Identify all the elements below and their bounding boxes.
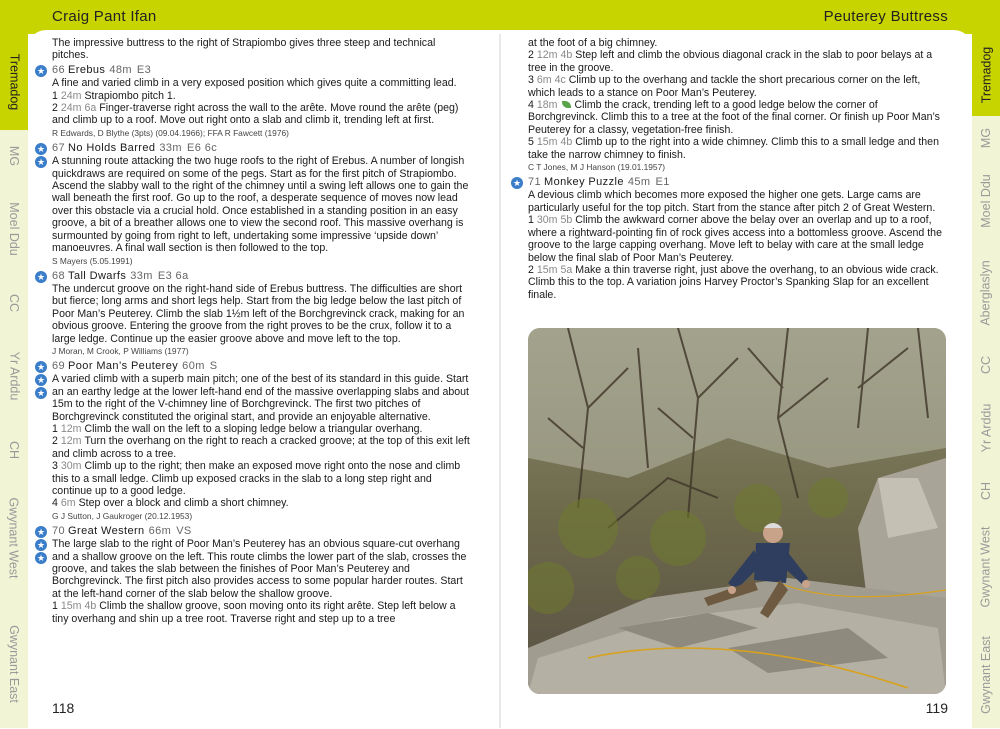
first-ascent: R Edwards, D Blythe (3pts) (09.04.1966); FFA R Fawcett (1976) (52, 127, 289, 138)
route-heading (528, 176, 946, 188)
pitch-text: Climb up to the right; then make an exposed move right onto the nose and climb this to a small ledge. Climb up exposed cracks in the slab to a long step right and continue up to a good ledge. (52, 460, 461, 497)
book-spine (499, 34, 501, 728)
first-ascent: C T Jones, M J Hanson (19.01.1957) (528, 162, 666, 173)
pitch (52, 423, 472, 435)
area-tab-label: Gwynant West (979, 526, 993, 608)
pitch-text: Climb the crack, trending left to a good ledge below the corner of Borchgrevinck. Climb this to a tree at the foot of the final corner. Or finish up Poor Man’s Peuterey for a classy, vegetation-free finish. (528, 99, 940, 136)
area-tab-label: Aberglaslyn (979, 259, 994, 326)
star-rating (35, 271, 48, 284)
star-icon: ★ (36, 552, 46, 563)
route-name: No Holds Barred (68, 141, 156, 154)
area-tab[interactable] (972, 343, 1000, 387)
area-tab-label: CC (7, 293, 21, 312)
area-tab[interactable] (972, 513, 1000, 621)
route-heading (52, 525, 472, 537)
pitch-grade: 4b (560, 136, 573, 149)
area-tab-label: CH (979, 481, 993, 501)
area-tab-label: Yr Arddu (979, 403, 994, 453)
star-icon: ★ (36, 156, 46, 167)
route-name: Poor Man’s Peuterey (68, 359, 179, 372)
pitch-length: 18m (536, 99, 558, 112)
pitch-length: 6m (60, 497, 76, 510)
area-tab[interactable] (972, 160, 1000, 242)
route-heading (52, 360, 472, 372)
pitch-grade: 5b (560, 214, 573, 227)
area-tab-label: Tremadog (7, 53, 22, 111)
route-grade: E3 (136, 63, 152, 76)
pitch-grade: 4b (560, 49, 573, 62)
route-description: A fine and varied climb in a very exposed position which gives quite a committing lead. (52, 77, 457, 90)
area-tab-label: CH (7, 440, 21, 459)
pitch (52, 497, 472, 509)
route-number: 70 (52, 524, 66, 537)
pitch-length: 12m (536, 49, 558, 62)
area-tab-label: Gwynant East (979, 636, 994, 714)
pitch-length: 30m (536, 214, 558, 227)
pitch-grade: 4b (84, 600, 97, 613)
area-tab-label: Yr Arddu (7, 351, 22, 401)
left-running-title: Craig Pant Ifan (52, 8, 157, 25)
route-entry (36, 63, 472, 139)
area-tab-label: MG (978, 127, 993, 149)
route-heading (52, 64, 472, 76)
area-tab-label: MG (6, 145, 21, 166)
pitch-text: Turn the overhang on the right to reach a cracked groove; at the top of this exit left and climb across to a tree. (52, 435, 470, 460)
star-icon: ★ (36, 539, 46, 550)
pitch-text: Step left and climb the obvious diagonal crack in the slab to poor belays at a tree in the groove. (528, 49, 933, 74)
pitch (52, 90, 472, 102)
area-tab-label: CC (979, 355, 993, 375)
area-tab-label: Moel Ddu (979, 174, 993, 228)
route-entry (36, 269, 472, 357)
climber-photo (528, 328, 946, 694)
route-entry (36, 141, 472, 267)
pitch-text: Climb the shallow groove, soon moving onto its right arête. Step left below a tiny overhang and shin up a tree root. Traverse right and step up to a tree (52, 600, 456, 625)
star-icon: ★ (512, 178, 522, 189)
pitch (52, 102, 472, 127)
area-tab[interactable] (0, 277, 28, 328)
route-continuation: at the foot of a big chimney. (528, 37, 658, 49)
route-grade: E1 (655, 176, 670, 189)
route-description: The undercut groove on the right-hand side of Erebus buttress. The difficulties are short but fierce; long arms and short legs help. Start from the big ledge below the last pitch of Poor Man’s Peuterey. Climb the slab 1½m left of the Borchgrevinck crack, making for an obvious groove. Entering the groove from the right proves to be the crux, follow it to a large ledge. Continue up the easier groove above and move left to the top. (52, 282, 465, 345)
pitch-text: Make a thin traverse right, just above the overhang, to an obvious wide crack. Climb this to the top. A variation joins Harvey Proctor’s Spanking Slap for an excellent finale. (528, 263, 939, 301)
route-name: Tall Dwarfs (68, 269, 127, 282)
route-number: 67 (52, 141, 66, 154)
pitch-text: Finger-traverse right across the wall to the arête. Move round the arête (peg) and climb up to a roof. Move out right onto a slab and climb it, trending left at first. (52, 102, 459, 127)
route-length: 33m (130, 269, 153, 282)
route-name: Erebus (68, 63, 106, 76)
route-number: 68 (52, 269, 66, 282)
pitch (528, 74, 946, 99)
area-tab-label: Moel Ddu (7, 202, 21, 256)
pitch (52, 600, 472, 625)
star-rating (35, 65, 48, 78)
pitch-number: 2 (528, 49, 534, 62)
pitch-length: 15m (60, 600, 82, 613)
pitch-number: 5 (528, 136, 534, 149)
route-description: A stunning route attacking the two huge roofs to the right of Erebus. A number of longish quickdraws are required on some of the pegs. Start as for the first pitch of Strapiombo. Ascend the slabby wall to the right of the chimney until a swing left allows one to gain the wall beneath the first roof. Go up to the roof, a desperate sequence of moves now lead over this obstacle via a crucial hold. Once established in a standing position in an easy groove, a bit of a breather allows one to view the second roof. This massive overhang is surmounted by going from right to left, undertaking some impressive ‘upside down’ manoeuvres. A final wall section is then followed to the top. (52, 155, 469, 255)
pitch-text: Climb up to the right into a wide chimney. Climb this to a small ledge and then take the narrow chimney to finish. (528, 136, 939, 161)
leaf-icon (562, 101, 571, 108)
pitch (528, 214, 946, 264)
pitch-length: 24m (60, 89, 82, 102)
pitch-number: 1 (528, 214, 534, 227)
route-grade: VS (176, 524, 192, 537)
running-header (0, 0, 1000, 34)
pitch (52, 435, 472, 460)
pitch (52, 460, 472, 497)
route-grade: E6 6c (186, 141, 218, 154)
area-tab[interactable] (0, 424, 28, 475)
route-length: 60m (182, 359, 205, 372)
first-ascent: J Moran, M Crook, P Williams (1977) (52, 345, 189, 356)
star-rating (511, 177, 524, 190)
pitch-length: 12m (60, 422, 82, 435)
star-rating (35, 361, 48, 400)
pitch-number: 3 (528, 74, 534, 87)
route-description: A devious climb which becomes more exposed the higher one gets. Large cams are particularly useful for the top pitch. Start from the stance after pitch 2 of Great Western. (528, 189, 936, 214)
route-heading (52, 142, 472, 154)
pitch-text: Climb the awkward corner above the belay over an overlap and up to a roof, where a rightward-pointing fin of rock gives access into a bottomless groove. Ascend the groove to the large capping overhang. Move left to belay with care at the small ledge below the final slab of Poor Man’s Peuterey. (528, 214, 942, 264)
pitch-grade: 4c (554, 74, 566, 87)
area-tab[interactable] (972, 469, 1000, 513)
pitch-length: 12m (60, 435, 82, 448)
pitch-number: 2 (52, 435, 58, 448)
pitch-number: 3 (52, 460, 58, 473)
star-icon: ★ (36, 374, 46, 385)
star-icon: ★ (36, 526, 46, 537)
route-entry (36, 359, 472, 522)
page-number: 119 (925, 700, 948, 716)
area-tab[interactable] (0, 130, 28, 181)
star-icon: ★ (36, 361, 46, 372)
pitch-length: 15m (536, 136, 558, 149)
pitch-number: 1 (52, 422, 58, 435)
pitch-number: 4 (528, 99, 534, 112)
pitch-text: Climb up to the overhang and tackle the short precarious corner on the left, which leads to a stance on Poor Man’s Peuterey. (528, 74, 921, 99)
route-name: Monkey Puzzle (544, 176, 624, 189)
route-entry (512, 176, 946, 301)
pitch-number: 1 (52, 600, 58, 613)
pitch-number: 1 (52, 89, 58, 102)
area-tab-label: Tremadog (979, 46, 994, 104)
route-description: The large slab to the right of Poor Man’s Peuterey has an obvious square-cut overhang and a shallow groove on the left. This route climbs the lower part of the slab, crosses the groove, and takes the slab between the finishes of Poor Man’s Peuterey and Borchgrevinck. The first pitch also provides access to some popular harder routes. Start at the left-hand corner of the slab below the shallow groove. (52, 538, 467, 600)
pitch-length: 24m (60, 102, 82, 115)
first-ascent: S Mayers (5.05.1991) (52, 255, 133, 266)
route-length: 45m (627, 176, 651, 189)
pitch (528, 49, 946, 74)
star-icon: ★ (36, 387, 46, 398)
pitch (528, 136, 946, 161)
area-tab[interactable] (0, 601, 28, 727)
pitch-text: Step over a block and climb a short chimney. (78, 497, 289, 510)
page-number: 118 (52, 700, 75, 716)
left-page-column (36, 37, 472, 625)
route-entry (36, 524, 472, 625)
area-tab-label: Gwynant West (7, 497, 21, 579)
pitch-length: 15m (536, 263, 558, 276)
star-icon: ★ (36, 143, 46, 154)
buttress-intro: The impressive buttress to the right of Strapiombo gives three steep and technical pitches. (52, 37, 436, 62)
star-rating (35, 526, 48, 565)
pitch-grade: 5a (560, 263, 573, 276)
route-grade: S (209, 359, 218, 372)
right-running-title: Peuterey Buttress (823, 8, 948, 25)
climber-photo-illustration (528, 328, 946, 694)
route-description: A varied climb with a superb main pitch; one of the best of its standard in this guide. Start an an earthy ledge at the lower left-hand end of the massive overlapping slabs and about 15m to the right of the V-chimney line of Borchgrevinck. The first two pitches of Borchgrevinck constituted the original start, and provide an enjoyable alternative. (52, 373, 469, 423)
route-length: 48m (109, 63, 132, 76)
area-tab[interactable] (0, 34, 28, 130)
area-tab[interactable] (0, 181, 28, 277)
route-name: Great Western (68, 524, 145, 537)
route-length: 66m (148, 524, 172, 537)
area-tab-label: Gwynant East (7, 625, 22, 703)
pitch-length: 30m (60, 460, 82, 473)
pitch-text: Climb the wall on the left to a sloping ledge below a triangular overhang. (84, 422, 423, 435)
route-heading (52, 270, 472, 282)
route-grade: E3 6a (157, 269, 189, 282)
pitch-number: 4 (52, 497, 58, 510)
route-number: 69 (52, 359, 66, 372)
pitch (528, 264, 946, 301)
route-length: 33m (159, 141, 182, 154)
pitch (528, 99, 946, 136)
right-page-column (512, 37, 946, 301)
pitch-text: Strapiombo pitch 1. (84, 89, 176, 102)
pitch-number: 2 (52, 102, 58, 115)
area-tab[interactable] (972, 242, 1000, 343)
pitch-length: 6m (536, 74, 552, 87)
route-number: 71 (528, 176, 542, 189)
area-tab[interactable] (972, 116, 1000, 160)
first-ascent: G J Sutton, J Gaukroger (20.12.1953) (52, 510, 193, 521)
area-tab[interactable] (972, 34, 1000, 116)
area-tab[interactable] (972, 621, 1000, 729)
star-icon: ★ (36, 65, 46, 76)
route-number: 66 (52, 63, 66, 76)
area-tab[interactable] (972, 387, 1000, 469)
pitch-grade: 6a (84, 102, 97, 115)
star-icon: ★ (36, 271, 46, 282)
area-tab[interactable] (0, 328, 28, 424)
pitch-number: 2 (528, 263, 534, 276)
star-rating (35, 143, 48, 169)
area-tab[interactable] (0, 475, 28, 601)
